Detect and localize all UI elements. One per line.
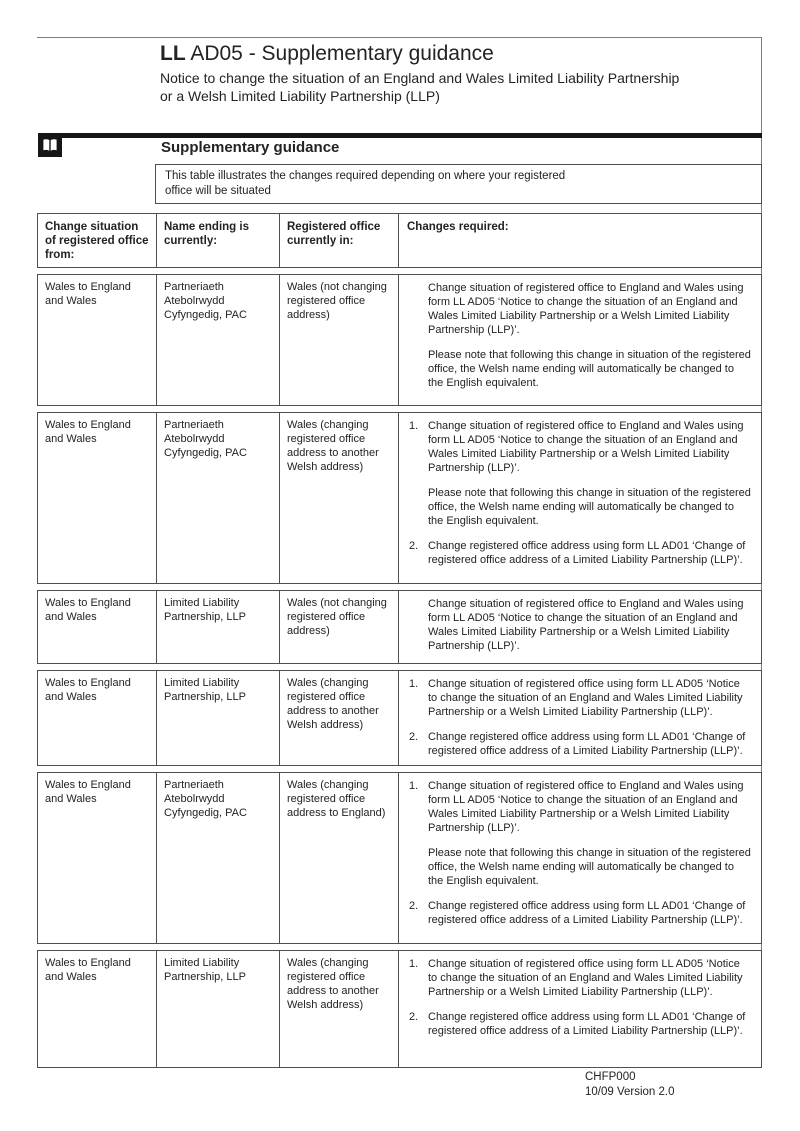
- change-paragraph: Change registered office address using form LL AD01 ‘Change of registered office address of a Limited Liability Partnership (LLP)’.: [428, 731, 746, 757]
- change-paragraph: Please note that following this change in situation of the registered office, the Welsh name ending will automatically be changed to the English equivalent.: [428, 349, 751, 389]
- change-item: [399, 419, 753, 528]
- cell-changes-required: [399, 773, 761, 943]
- change-item: [399, 597, 753, 653]
- table-row: [37, 772, 762, 944]
- change-item: [399, 779, 753, 888]
- change-paragraph: Change situation of registered office using form LL AD05 ‘Notice to change the situation of an England and Wales Limited Liability Partnership or a Welsh Limited Liability Partnership (LLP)’.: [428, 958, 743, 998]
- change-item-number: 2.: [409, 900, 419, 912]
- change-item-text: [428, 419, 753, 528]
- header-cell-office-in: Registered office currently in:: [280, 214, 399, 267]
- cell-changes-required: [399, 671, 761, 765]
- change-item-text: [428, 1010, 753, 1038]
- form-footer: [585, 1070, 675, 1099]
- cell-changes-required: [399, 591, 761, 663]
- change-item: [399, 730, 753, 758]
- form-subtitle-line1: Notice to change the situation of an England and Wales Limited Liability Partnership: [160, 70, 680, 86]
- header-cell-name-ending: Name ending is currently:: [157, 214, 280, 267]
- change-paragraph: Change situation of registered office using form LL AD05 ‘Notice to change the situation of an England and Wales Limited Liability Partnership or a Welsh Limited Liability Partnership (LLP)’.: [428, 678, 743, 718]
- guidance-table: [37, 213, 762, 1074]
- change-item-text: [428, 281, 753, 390]
- cell-registered-office-in: Wales (changing registered office address to England): [280, 773, 399, 943]
- guidance-table-body: [37, 274, 762, 1068]
- change-paragraph: Change registered office address using form LL AD01 ‘Change of registered office address of a Limited Liability Partnership (LLP)’.: [428, 1011, 746, 1037]
- open-book-icon: [38, 133, 62, 157]
- change-item-number: [399, 281, 428, 390]
- change-item-text: [428, 539, 753, 567]
- change-item-text: [428, 730, 753, 758]
- footer-code: CHFP000: [585, 1071, 636, 1083]
- change-paragraph: Please note that following this change in situation of the registered office, the Welsh name ending will automatically be changed to the English equivalent.: [428, 847, 751, 887]
- cell-registered-office-in: Wales (changing registered office address to another Welsh address): [280, 671, 399, 765]
- change-item: [399, 281, 753, 390]
- table-row: [37, 412, 762, 584]
- cell-registered-office-in: Wales (changing registered office address to another Welsh address): [280, 413, 399, 583]
- form-subtitle-line2: or a Welsh Limited Liability Partnership (LLP): [160, 87, 440, 104]
- cell-registered-office-in: Wales (not changing registered office address): [280, 591, 399, 663]
- change-item-text: [428, 957, 753, 999]
- header-cell-changes-required: Changes required:: [407, 221, 509, 233]
- cell-name-ending: Limited Liability Partnership, LLP: [157, 591, 280, 663]
- change-item-text: [428, 779, 753, 888]
- cell-name-ending: Limited Liability Partnership, LLP: [157, 951, 280, 1067]
- table-row: [37, 950, 762, 1068]
- cell-registered-office-in: Wales (not changing registered office address): [280, 275, 399, 405]
- change-paragraph: Change situation of registered office to England and Wales using form LL AD05 ‘Notice to change the situation of an England and Wales Limited Liability Partnership or a Welsh Limited Liability Partnership (LLP)’.: [428, 420, 744, 474]
- header-cell-change-from: Change situation of registered office from:: [38, 214, 157, 267]
- cell-name-ending: Partneriaeth Atebolrwydd Cyfyngedig, PAC: [157, 413, 280, 583]
- form-code: LL: [160, 42, 186, 65]
- cell-change-situation-from: Wales to England and Wales: [38, 671, 157, 765]
- change-paragraph: Change situation of registered office to England and Wales using form LL AD05 ‘Notice to change the situation of an England and Wales Limited Liability Partnership or a Welsh Limited Liability Partnership (LLP)’.: [428, 780, 744, 834]
- section-description-line1: This table illustrates the changes required depending on where your registered: [165, 170, 566, 182]
- cell-registered-office-in: Wales (changing registered office address to another Welsh address): [280, 951, 399, 1067]
- change-item-number: 1.: [409, 678, 419, 690]
- change-item-number: 1.: [409, 958, 419, 970]
- form-title-text: AD05 - Supplementary guidance: [185, 42, 494, 65]
- change-item: [399, 677, 753, 719]
- section-heading: Supplementary guidance: [161, 139, 340, 156]
- table-header-row: [37, 213, 762, 268]
- section-divider-rule: [38, 133, 762, 138]
- change-item-number: 1.: [409, 780, 419, 792]
- change-item-number: [399, 597, 428, 653]
- cell-name-ending: Limited Liability Partnership, LLP: [157, 671, 280, 765]
- change-paragraph: Change situation of registered office to England and Wales using form LL AD05 ‘Notice to change the situation of an England and Wales Limited Liability Partnership or a Welsh Limited Liability Partnership (LLP)’.: [428, 282, 744, 336]
- change-paragraph: Please note that following this change in situation of the registered office, the Welsh name ending will automatically be changed to the English equivalent.: [428, 487, 751, 527]
- cell-change-situation-from: Wales to England and Wales: [38, 591, 157, 663]
- change-item-number: 2.: [409, 731, 419, 743]
- cell-change-situation-from: Wales to England and Wales: [38, 951, 157, 1067]
- form-subtitle: [160, 70, 679, 105]
- cell-name-ending: Partneriaeth Atebolrwydd Cyfyngedig, PAC: [157, 275, 280, 405]
- form-header: [160, 41, 679, 105]
- cell-change-situation-from: Wales to England and Wales: [38, 413, 157, 583]
- change-item: [399, 899, 753, 927]
- cell-changes-required: [399, 413, 761, 583]
- cell-changes-required: [399, 275, 761, 405]
- cell-changes-required: [399, 951, 761, 1067]
- change-paragraph: Change situation of registered office to England and Wales using form LL AD05 ‘Notice to change the situation of an England and Wales Limited Liability Partnership or a Welsh Limited Liability Partnership (LLP)’.: [428, 598, 744, 652]
- change-item: [399, 539, 753, 567]
- table-row: [37, 274, 762, 406]
- change-item-number: 1.: [409, 420, 419, 432]
- change-item-text: [428, 597, 753, 653]
- change-item-text: [428, 899, 753, 927]
- page-title: [160, 41, 679, 66]
- change-item-text: [428, 677, 753, 719]
- change-item-number: 2.: [409, 540, 419, 552]
- cell-name-ending: Partneriaeth Atebolrwydd Cyfyngedig, PAC: [157, 773, 280, 943]
- cell-change-situation-from: Wales to England and Wales: [38, 773, 157, 943]
- table-row: [37, 670, 762, 766]
- section-description-line2: office will be situated: [165, 185, 271, 197]
- change-paragraph: Change registered office address using form LL AD01 ‘Change of registered office address of a Limited Liability Partnership (LLP)’.: [428, 540, 746, 566]
- change-item: [399, 957, 753, 999]
- change-item-number: 2.: [409, 1011, 419, 1023]
- section-description: [155, 164, 762, 204]
- change-item: [399, 1010, 753, 1038]
- change-paragraph: Change registered office address using form LL AD01 ‘Change of registered office address of a Limited Liability Partnership (LLP)’.: [428, 900, 746, 926]
- footer-version: 10/09 Version 2.0: [585, 1085, 675, 1098]
- table-row: [37, 590, 762, 664]
- cell-change-situation-from: Wales to England and Wales: [38, 275, 157, 405]
- top-divider: [37, 37, 762, 38]
